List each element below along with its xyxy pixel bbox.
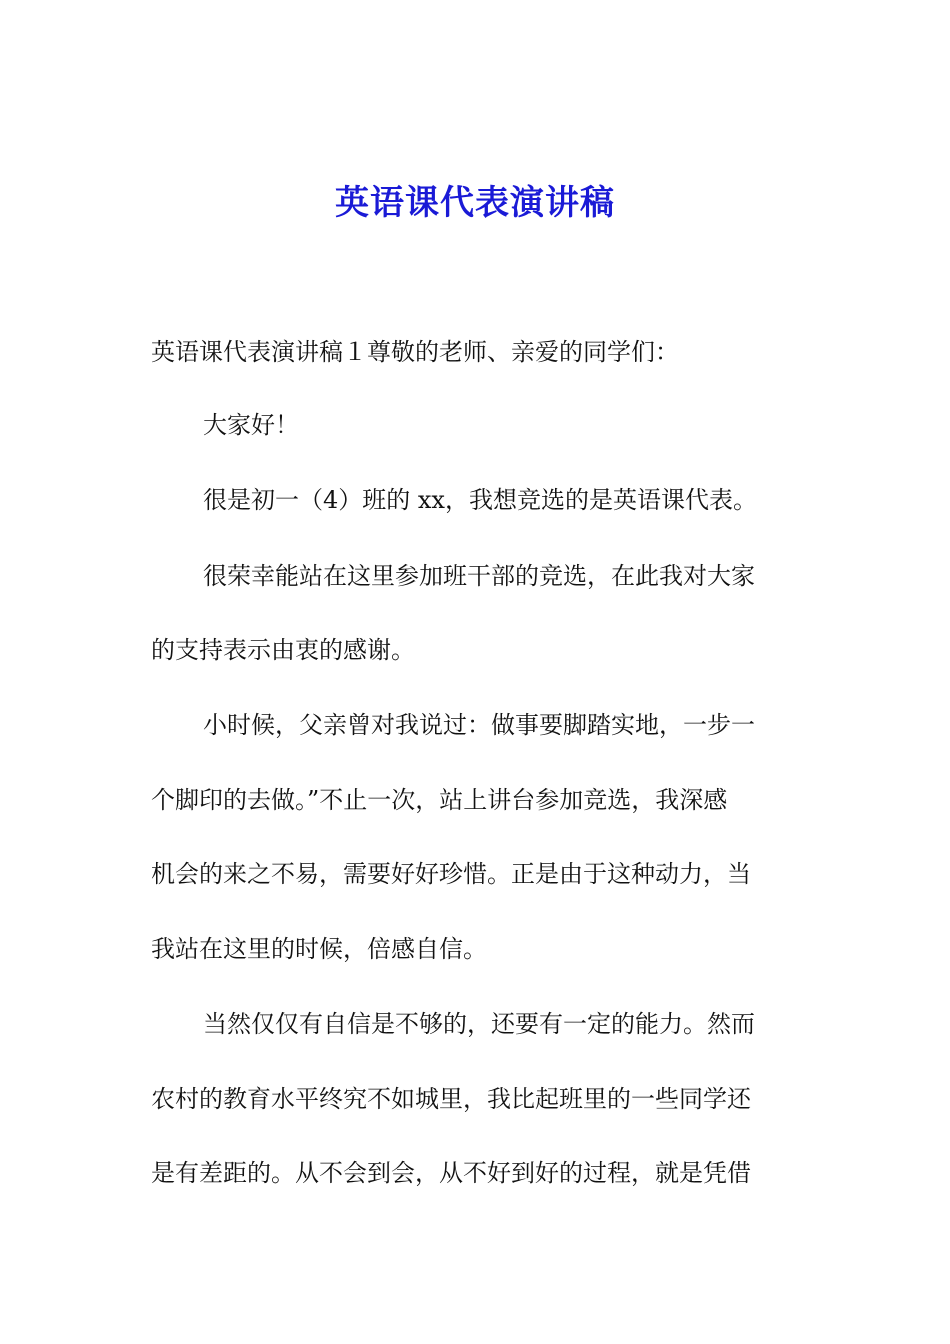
- document-title: 英语课代表演讲稿: [335, 183, 615, 223]
- body-line: 农村的教育水平终究不如城里，我比起班里的一些同学还: [151, 1085, 751, 1113]
- body-line: 我站在这里的时候，倍感自信。: [151, 935, 487, 963]
- body-line: 当然仅仅有自信是不够的，还要有一定的能力。然而: [203, 1010, 755, 1038]
- body-line: 是有差距的。从不会到会，从不好到好的过程，就是凭借: [151, 1159, 751, 1187]
- body-line: 机会的来之不易，需要好好珍惜。正是由于这种动力，当: [151, 860, 751, 888]
- body-line: 英语课代表演讲稿１尊敬的老师、亲爱的同学们：: [151, 338, 679, 366]
- body-line: 大家好！: [203, 411, 299, 439]
- body-line: 个脚印的去做。”不止一次，站上讲台参加竞选，我深感: [151, 786, 728, 814]
- body-line: 很荣幸能站在这里参加班干部的竞选，在此我对大家: [203, 562, 755, 590]
- body-line: 小时候，父亲曾对我说过：做事要脚踏实地，一步一: [203, 711, 755, 739]
- body-line: 很是初一（4）班的 xx，我想竞选的是英语课代表。: [203, 486, 757, 514]
- body-line: 的支持表示由衷的感谢。: [151, 636, 415, 664]
